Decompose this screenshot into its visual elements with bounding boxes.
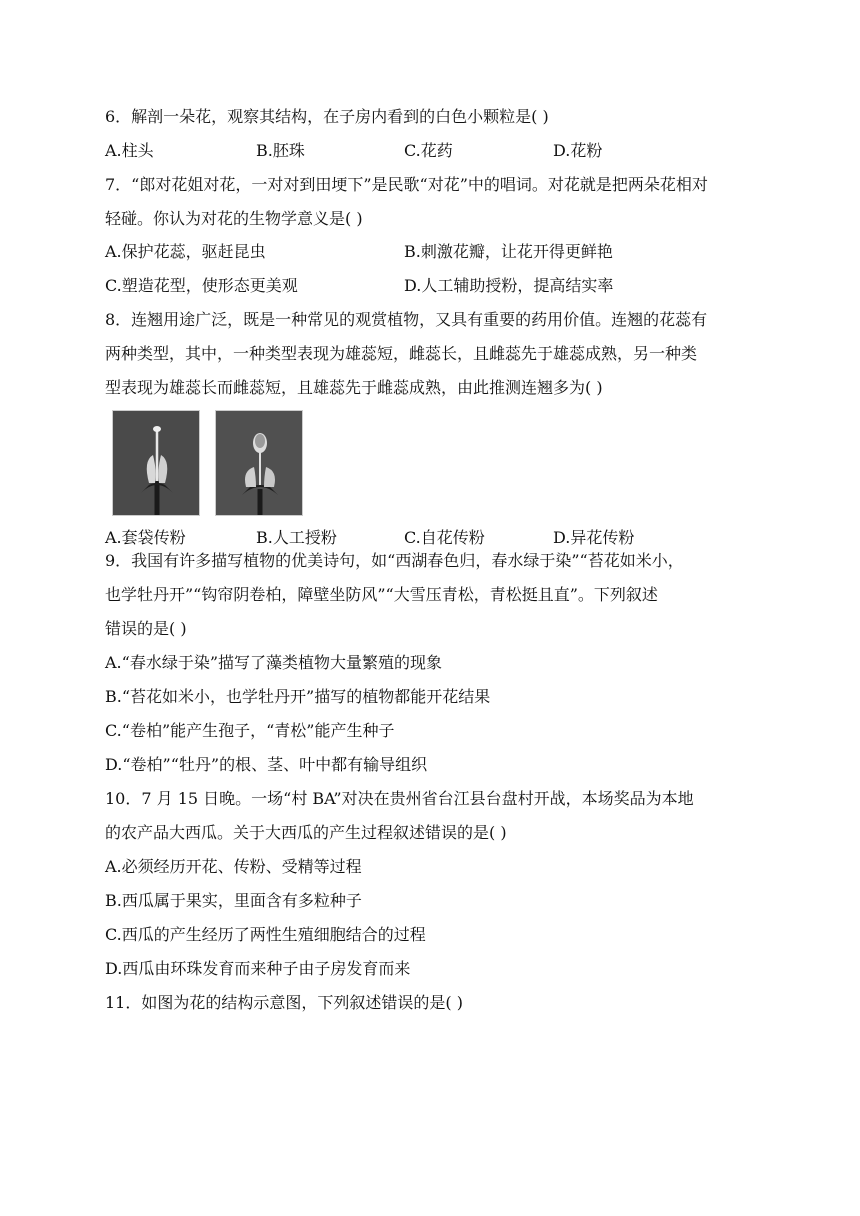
q7-option-a: A.保护花蕊，驱赶昆虫 [105, 242, 266, 261]
q10-stem-line-2: 的农产品大西瓜。关于大西瓜的产生过程叙述错误的是( ) [105, 823, 507, 842]
q8-stem-line-2: 两种类型，其中，一种类型表现为雄蕊短，雌蕊长，且雌蕊先于雄蕊成熟，另一种类 [105, 344, 698, 363]
q6-option-c: C.花药 [404, 141, 453, 160]
q9-option-a: A.“春水绿于染”描写了藻类植物大量繁殖的现象 [105, 653, 443, 672]
q8-option-a: A.套袋传粉 [105, 528, 186, 547]
q9-option-c: C.“卷柏”能产生孢子，“青松”能产生种子 [105, 721, 395, 740]
q8-stem-line-1: 8．连翘用途广泛，既是一种常见的观赏植物，又具有重要的药用价值。连翘的花蕊有 [105, 310, 708, 329]
q10-option-c: C.西瓜的产生经历了两性生殖细胞结合的过程 [105, 925, 426, 944]
q6-stem: 6．解剖一朵花，观察其结构，在子房内看到的白色小颗粒是( ) [105, 107, 549, 126]
q6-option-b: B.胚珠 [256, 141, 305, 160]
q10-option-d: D.西瓜由环珠发育而来种子由子房发育而来 [105, 959, 411, 978]
q6-option-d: D.花粉 [553, 141, 603, 160]
q7-option-b: B.刺激花瓣，让花开得更鲜艳 [404, 242, 613, 261]
q9-option-b: B.“苔花如米小，也学牡丹开”描写的植物都能开花结果 [105, 687, 491, 706]
q9-option-d: D.“卷柏”“牡丹”的根、茎、叶中都有输导组织 [105, 755, 428, 774]
q7-option-d: D.人工辅助授粉，提高结实率 [404, 276, 614, 295]
forsythia-flower-photo-1 [112, 410, 200, 516]
q9-stem-line-2: 也学牡丹开”“钩帘阴卷柏，障壁坐防风”“大雪压青松，青松挺且直”。下列叙述 [105, 585, 658, 604]
q8-option-c: C.自花传粉 [404, 528, 485, 547]
q9-stem-line-1: 9．我国有许多描写植物的优美诗句，如“西湖春色归，春水绿于染”“苔花如米小， [105, 551, 684, 570]
q10-stem-line-1: 10．7 月 15 日晚。一场“村 BA”对决在贵州省台江县台盘村开战，本场奖品为本地 [105, 789, 694, 808]
q8-stem-line-3: 型表现为雄蕊长而雌蕊短，且雄蕊先于雌蕊成熟，由此推测连翘多为( ) [105, 378, 603, 397]
q11-stem: 11．如图为花的结构示意图，下列叙述错误的是( ) [105, 993, 463, 1012]
q9-stem-line-3: 错误的是( ) [105, 619, 187, 638]
q8-option-b: B.人工授粉 [256, 528, 337, 547]
forsythia-flower-photo-2 [215, 410, 303, 516]
q7-stem-line-2: 轻碰。你认为对花的生物学意义是( ) [105, 209, 363, 228]
q8-option-d: D.异花传粉 [553, 528, 635, 547]
q7-stem-line-1: 7．“郎对花姐对花，一对对到田埂下”是民歌“对花”中的唱词。对花就是把两朵花相对 [105, 175, 708, 194]
q7-option-c: C.塑造花型，使形态更美观 [105, 276, 298, 295]
q6-option-a: A.柱头 [105, 141, 154, 160]
q10-option-a: A.必须经历开花、传粉、受精等过程 [105, 857, 362, 876]
q10-option-b: B.西瓜属于果实，里面含有多粒种子 [105, 891, 362, 910]
